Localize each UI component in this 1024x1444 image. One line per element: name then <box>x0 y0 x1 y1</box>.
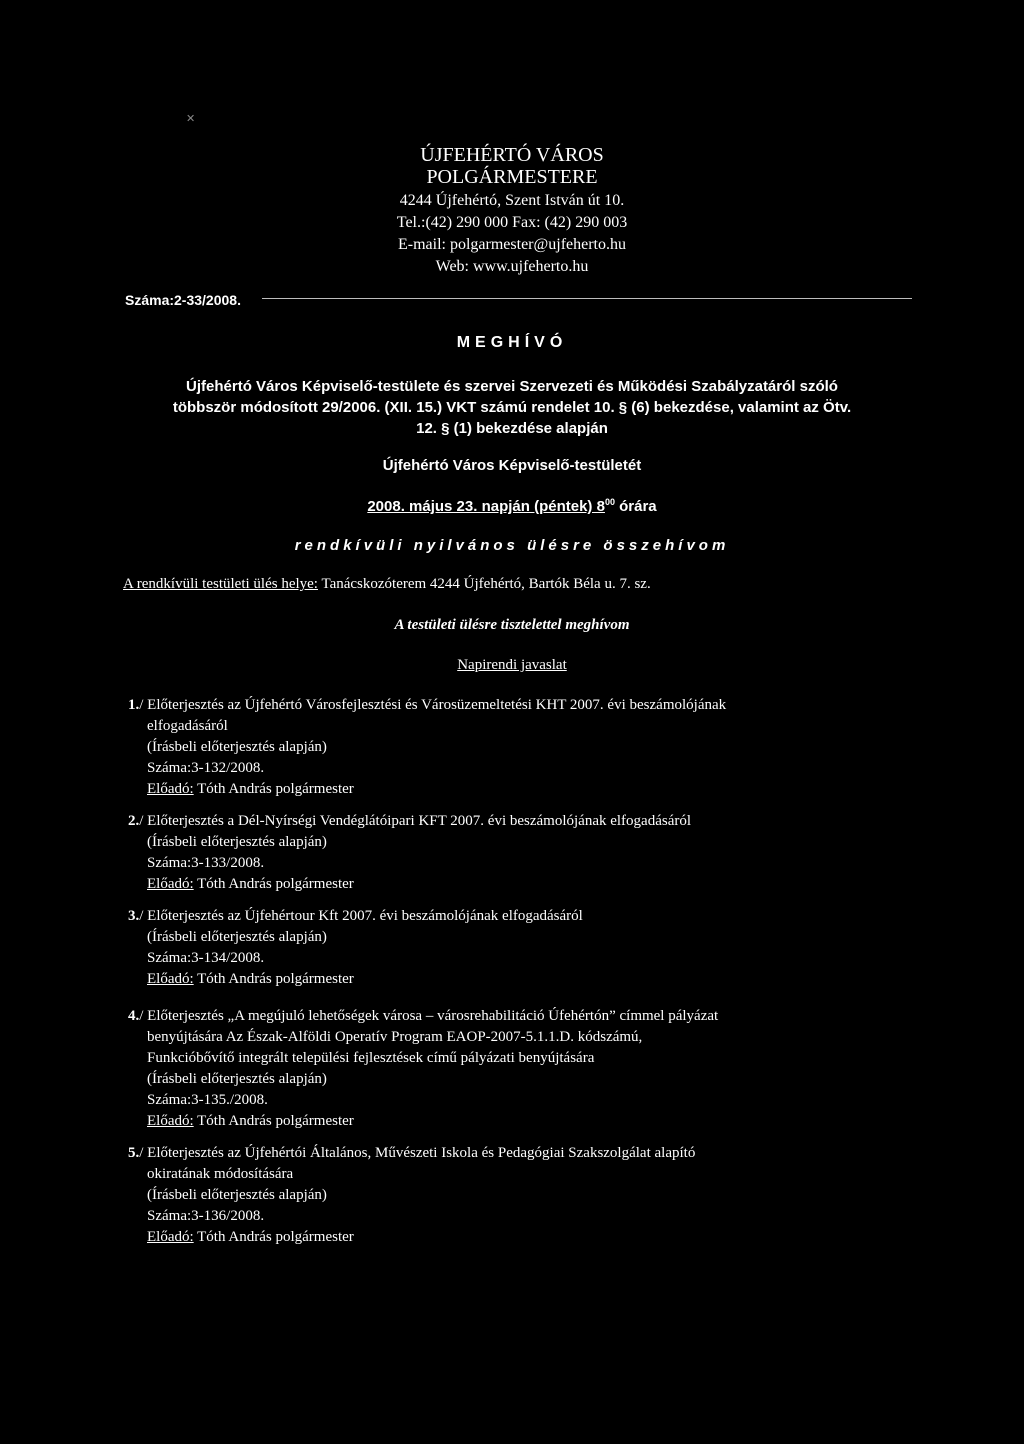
agenda-item-written: (Írásbeli előterjesztés alapján) <box>147 1187 327 1203</box>
presenter-label: Előadó: <box>147 1229 194 1245</box>
org-phone-fax: Tel.:(42) 290 000 Fax: (42) 290 003 <box>396 214 628 231</box>
presenter-label: Előadó: <box>147 781 194 797</box>
convene-statement: rendkívüli nyilvános ülésre összehívom <box>294 537 730 554</box>
agenda-item-presenter <box>128 779 848 800</box>
scan-speck: ✕ <box>186 113 196 125</box>
presenter-name: Tóth András polgármester <box>193 1229 354 1245</box>
agenda-title: Napirendi javaslat <box>457 657 567 673</box>
presenter-name: Tóth András polgármester <box>193 971 354 987</box>
addressee: Újfehértó Város Képviselő-testületét <box>382 457 642 474</box>
intro-line: 12. § (1) bekezdése alapján <box>416 420 608 437</box>
agenda-item-text: / Előterjesztés „A megújuló lehetőségek városa – városrehabilitáció Úfehértón” címmel pályázat <box>139 1008 719 1024</box>
agenda-item-heading <box>128 695 848 716</box>
org-title: POLGÁRMESTERE <box>426 166 598 188</box>
agenda-item-number: 2. <box>128 813 140 829</box>
agenda-item-text-cont: okiratának módosítására <box>147 1166 294 1182</box>
meeting-datetime <box>0 497 1024 515</box>
invitation-intro <box>110 376 914 439</box>
meeting-time-suffix: órára <box>614 498 657 515</box>
agenda-item-presenter <box>128 969 848 990</box>
agenda-item-ref: Száma:3-136/2008. <box>147 1208 265 1224</box>
agenda-item-2 <box>128 811 848 895</box>
agenda-item-4 <box>128 1006 848 1132</box>
agenda-item-number: 3. <box>128 908 140 924</box>
agenda-item-number: 5. <box>128 1145 140 1161</box>
presenter-name: Tóth András polgármester <box>193 1113 354 1129</box>
regards-line: A testületi ülésre tisztelettel meghívom <box>394 617 630 633</box>
agenda-item-written: (Írásbeli előterjesztés alapján) <box>147 929 327 945</box>
reference-number: Száma:2-33/2008. <box>125 292 241 308</box>
presenter-name: Tóth András polgármester <box>193 781 354 797</box>
intro-line: többször módosított 29/2006. (XII. 15.) VKT számú rendelet 10. § (6) bekezdése, valamint az Ötv. <box>172 399 852 416</box>
agenda-item-text: / Előterjesztés az Újfehértour Kft 2007. évi beszámolójának elfogadásáról <box>139 908 583 924</box>
org-email: E-mail: polgarmester@ujfeherto.hu <box>398 236 626 253</box>
agenda-item-text-cont: benyújtására Az Észak-Alföldi Operatív Program EAOP-2007-5.1.1.D. kódszámú, <box>147 1029 643 1045</box>
agenda-item-ref: Száma:3-134/2008. <box>147 950 265 966</box>
intro-line: Újfehértó Város Képviselő-testülete és szervei Szervezeti és Működési Szabályzatáról szóló <box>186 378 838 395</box>
agenda-item-written: (Írásbeli előterjesztés alapján) <box>147 1071 327 1087</box>
agenda-item-ref: Száma:3-132/2008. <box>147 760 265 776</box>
agenda-item-3 <box>128 906 848 990</box>
agenda-item-number: 4. <box>128 1008 140 1024</box>
presenter-label: Előadó: <box>147 971 194 987</box>
agenda-item-text: / Előterjesztés a Dél-Nyírségi Vendéglátóipari KFT 2007. évi beszámolójának elfogadásáról <box>139 813 692 829</box>
agenda-item-heading <box>128 1143 848 1164</box>
agenda-item-text: / Előterjesztés az Újfehértó Városfejlesztési és Városüzemeltetési KHT 2007. évi beszámolójának <box>139 697 727 713</box>
agenda-item-written: (Írásbeli előterjesztés alapján) <box>147 739 327 755</box>
meeting-date: 2008. május 23. napján (péntek) 8 <box>367 498 605 515</box>
agenda-item-heading <box>128 906 848 927</box>
agenda-item-presenter <box>128 1227 848 1248</box>
presenter-name: Tóth András polgármester <box>193 876 354 892</box>
agenda-item-heading <box>128 1006 848 1027</box>
agenda-item-text-cont: Funkcióbővítő integrált települési fejlesztések című pályázati benyújtására <box>147 1050 595 1066</box>
agenda-item-1 <box>128 695 848 800</box>
venue-label: A rendkívüli testületi ülés helye: <box>123 576 318 592</box>
agenda-item-number: 1. <box>128 697 140 713</box>
agenda-item-ref: Száma:3-133/2008. <box>147 855 265 871</box>
invitation-title: MEGHÍVÓ <box>456 334 568 351</box>
agenda-item-presenter <box>128 1111 848 1132</box>
meeting-time-minutes: 00 <box>604 497 615 507</box>
agenda-item-written: (Írásbeli előterjesztés alapján) <box>147 834 327 850</box>
agenda-item-ref: Száma:3-135./2008. <box>147 1092 268 1108</box>
header-divider <box>262 298 912 299</box>
org-web: Web: www.ujfeherto.hu <box>435 258 589 275</box>
agenda-item-5 <box>128 1143 848 1248</box>
agenda-item-text-cont: elfogadásáról <box>147 718 228 734</box>
agenda-item-heading <box>128 811 848 832</box>
agenda-item-presenter <box>128 874 848 895</box>
agenda-item-text: / Előterjesztés az Újfehértói Általános, Művészeti Iskola és Pedagógiai Szakszolgálat alapító <box>139 1145 696 1161</box>
org-name: ÚJFEHÉRTÓ VÁROS <box>420 144 604 166</box>
presenter-label: Előadó: <box>147 1113 194 1129</box>
venue <box>123 576 651 593</box>
presenter-label: Előadó: <box>147 876 194 892</box>
org-address: 4244 Újfehértó, Szent István út 10. <box>399 192 625 209</box>
venue-value: Tanácskozóterem 4244 Újfehértó, Bartók Béla u. 7. sz. <box>317 576 651 592</box>
